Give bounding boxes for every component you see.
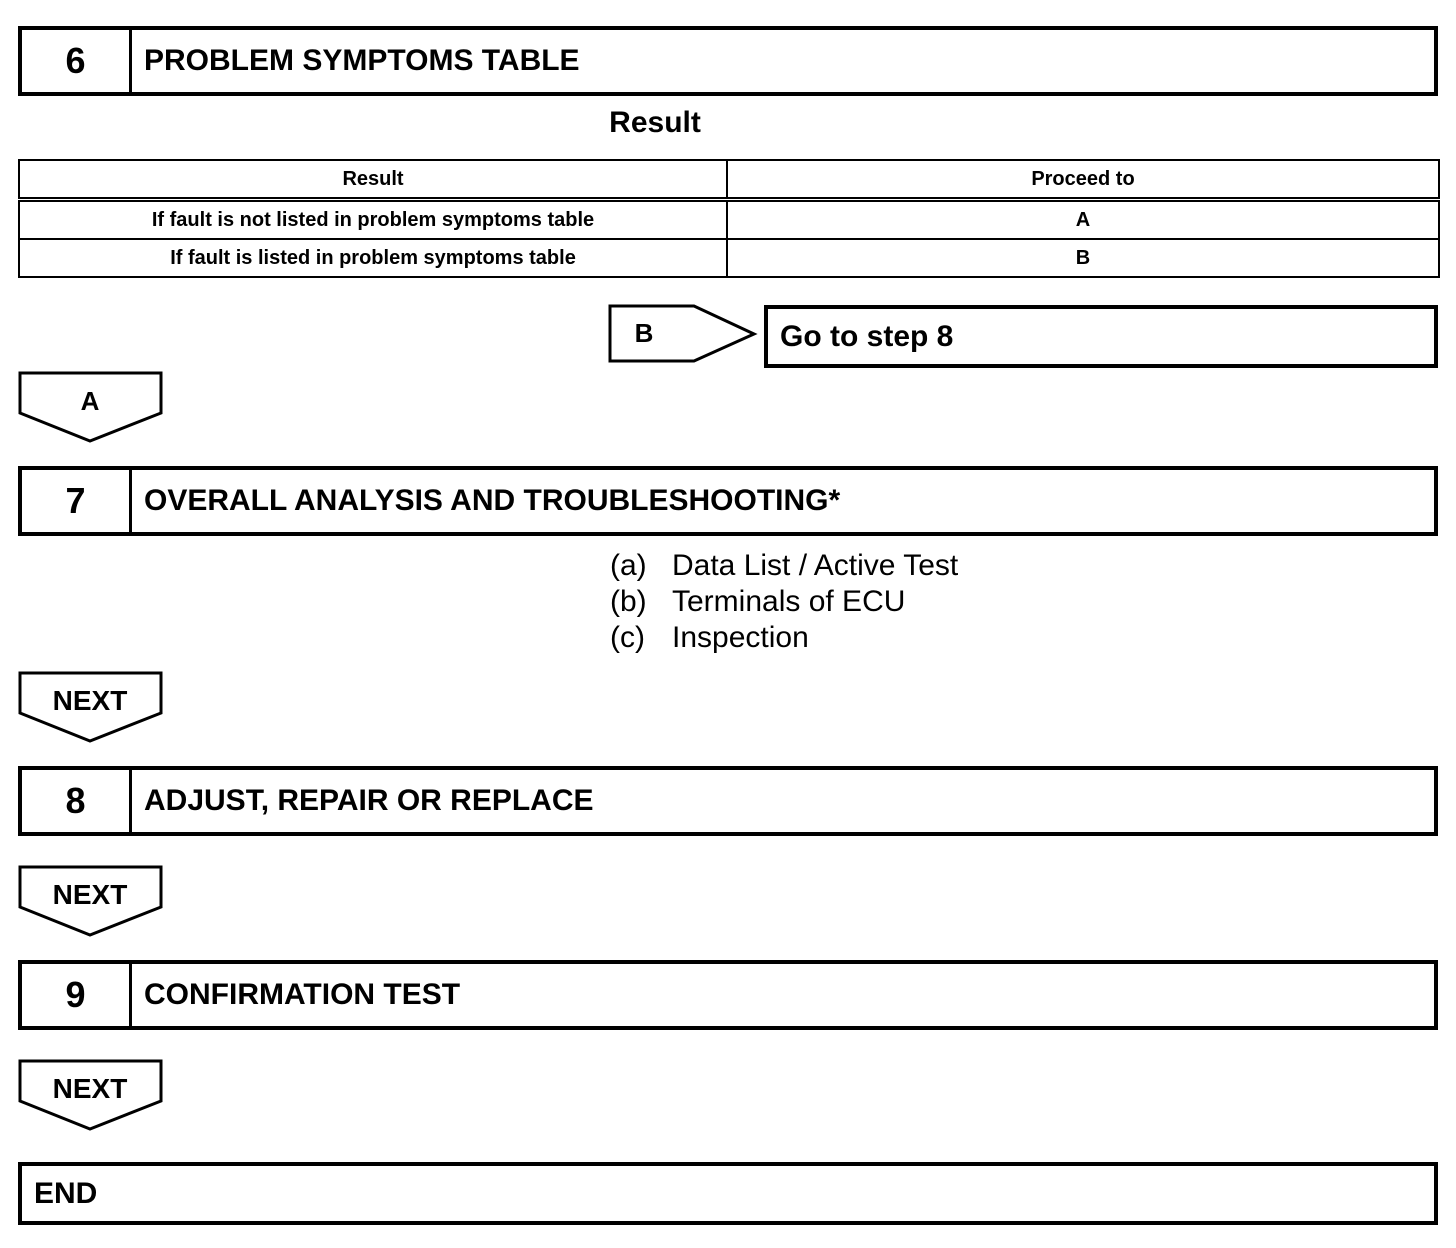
table-header-row (19, 160, 1439, 200)
result-caption: Result (609, 106, 701, 139)
step-title: OVERALL ANALYSIS AND TROUBLESHOOTING* (144, 484, 841, 517)
list-item-text: Inspection (672, 621, 809, 654)
next-label: NEXT (52, 685, 128, 716)
step-title: PROBLEM SYMPTOMS TABLE (144, 44, 580, 77)
list-item-text: Terminals of ECU (672, 585, 906, 618)
table-cell-result: If fault is not listed in problem symptoms table (19, 200, 727, 240)
next-arrow (18, 1059, 164, 1133)
list-item-label: (a) (610, 549, 647, 582)
step-number: 9 (22, 964, 132, 1026)
result-table (18, 159, 1440, 278)
branch-b-label: B (634, 318, 654, 348)
step-7-item-list (610, 548, 958, 656)
list-item-label: (c) (610, 621, 645, 654)
next-arrow (18, 671, 164, 745)
table-row (19, 200, 1439, 240)
go-to-step-8-box: Go to step 8 (764, 305, 1438, 368)
step-title: CONFIRMATION TEST (144, 978, 461, 1011)
step-9-box (18, 960, 1438, 1030)
step-7-box (18, 466, 1438, 536)
next-label: NEXT (52, 1073, 128, 1104)
list-item (610, 548, 958, 584)
branch-b-arrow (608, 304, 760, 364)
list-item-text: Data List / Active Test (672, 549, 959, 582)
step-8-box (18, 766, 1438, 836)
end-box: END (18, 1162, 1438, 1225)
table-cell-proceed: A (727, 200, 1439, 240)
table-cell-result: If fault is listed in problem symptoms table (19, 239, 727, 277)
table-cell-proceed: B (727, 239, 1439, 277)
list-item-label: (b) (610, 585, 647, 618)
branch-a-label: A (80, 386, 100, 416)
next-label: NEXT (52, 879, 128, 910)
column-header-result: Result (19, 160, 727, 200)
step-6-box (18, 26, 1438, 96)
next-arrow (18, 865, 164, 939)
step-number: 7 (22, 470, 132, 532)
column-header-proceed-to: Proceed to (727, 160, 1439, 200)
table-row (19, 239, 1439, 277)
step-number: 6 (22, 30, 132, 92)
list-item (610, 584, 958, 620)
list-item (610, 620, 958, 656)
step-number: 8 (22, 770, 132, 832)
step-title: ADJUST, REPAIR OR REPLACE (144, 784, 594, 817)
branch-a-arrow (18, 371, 164, 445)
